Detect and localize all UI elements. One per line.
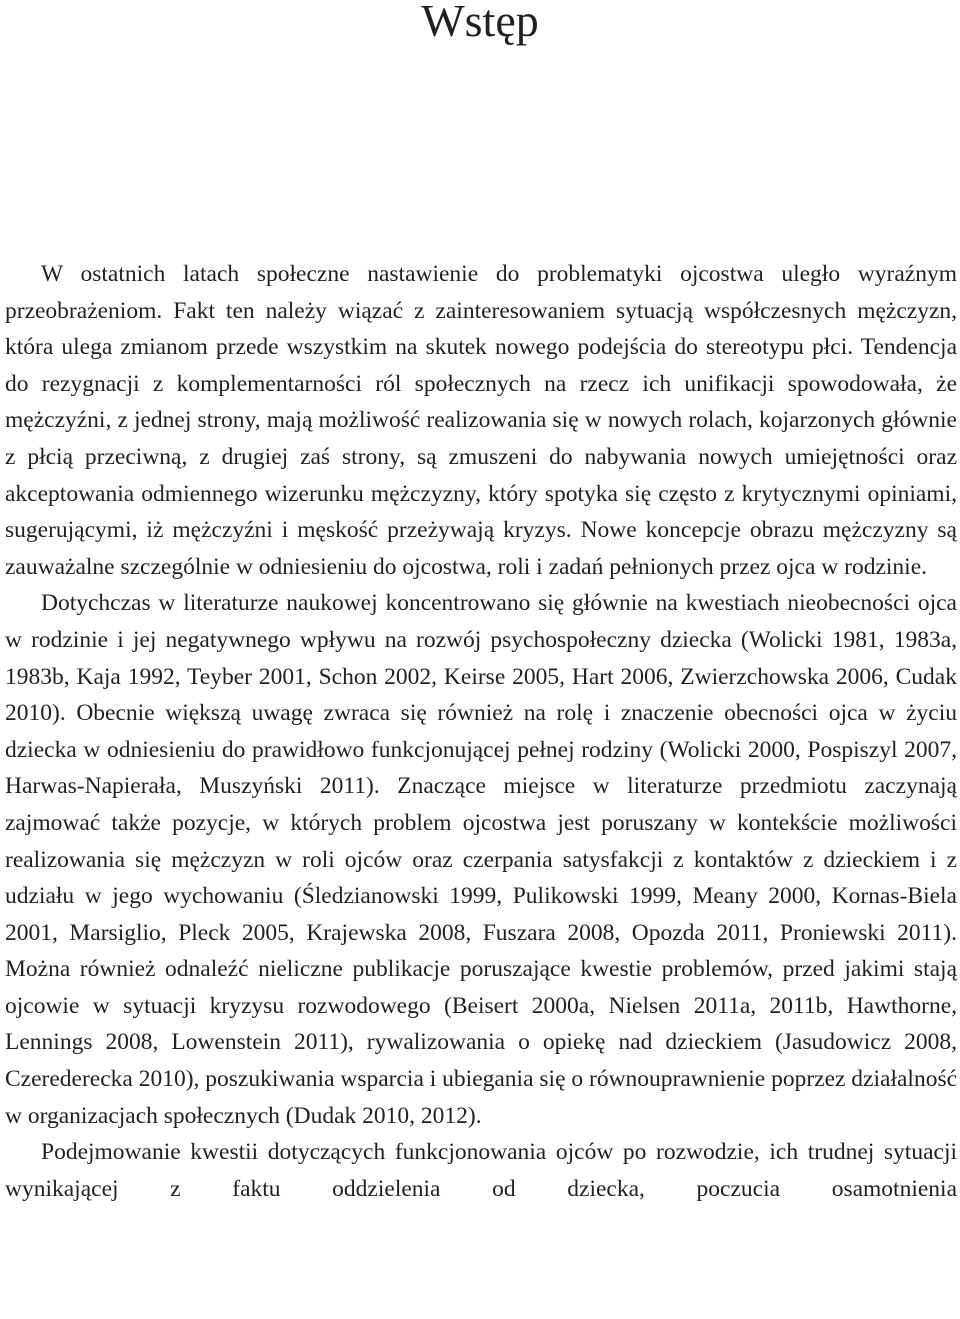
paragraph-1: W ostatnich latach społeczne nastawienie do problematyki ojcostwa uległo wyraźnym przeobrażeniom. Fakt ten należy wiązać z zainteresowaniem sytuacją współczesnych mężczyzn, która ulega zmianom przede wszystkim na skutek nowego podejścia do stereotypu płci. Tendencja do rezygnacji z komplementarności ról społecznych na rzecz ich unifikacji spowodowała, że mężczyźni, z jednej strony, mają możliwość realizowania się w nowych rolach, kojarzonych głównie z płcią przeciwną, z drugiej zaś strony, są zmuszeni do nabywania nowych umiejętności oraz akceptowania odmiennego wizerunku mężczyzny, który spotyka się często z krytycznymi opiniami, sugerującymi, iż mężczyźni i męskość przeżywają kryzys. Nowe koncepcje obrazu mężczyzny są zauważalne szczególnie w odniesieniu do ojcostwa, roli i zadań pełnionych przez ojca w rodzinie. (5, 261, 957, 580)
paragraph-2: Dotychczas w literaturze naukowej koncentrowano się głównie na kwestiach nieobecności ojca w rodzinie i jej negatywnego wpływu na rozwój psychospołeczny dziecka (Wolicki 1981, 1983a, 1983b, Kaja 1992, Teyber 2001, Schon 2002, Keirse 2005, Hart 2006, Zwierzchowska 2006, Cudak 2010). Obecnie większą uwagę zwraca się również na rolę i znaczenie obecności ojca w życiu dziecka w odniesieniu do prawidłowo funkcjonującej pełnej rodziny (Wolicki 2000, Pospiszyl 2007, Harwas-Napierała, Muszyński 2011). Znaczące miejsce w literaturze przedmiotu zaczynają zajmować także pozycje, w których problem ojcostwa jest poruszany w kontekście możliwości realizowania się mężczyzn w roli ojców oraz czerpania satysfakcji z kontaktów z dzieckiem i z udziału w jego wychowaniu (Śledzianowski 1999, Pulikowski 1999, Meany 2000, Kornas-Biela 2001, Marsiglio, Pleck 2005, Krajewska 2008, Fuszara 2008, Opozda 2011, Proniewski 2011). Można również odnaleźć nieliczne publikacje poruszające kwestie problemów, przed jakimi stają ojcowie w sytuacji kryzysu rozwodowego (Beisert 2000a, Nielsen 2011a, 2011b, Hawthorne, Lennings 2008, Lowenstein 2011), rywalizowania o opiekę nad dzieckiem (Jasudowicz 2008, Czerederecka 2010), poszukiwania wsparcia i ubiegania się o równouprawnienie poprzez działalność w organizacjach społecznych (Dudak 2010, 2012). (5, 590, 958, 1129)
body-text (5, 256, 957, 1207)
page-title: Wstęp (421, 0, 539, 46)
paragraph-3: Podejmowanie kwestii dotyczących funkcjonowania ojców po rozwodzie, ich trudnej sytuacji wynikającej z faktu oddzielenia od dziecka, poczucia osamotnienia (5, 1139, 957, 1202)
